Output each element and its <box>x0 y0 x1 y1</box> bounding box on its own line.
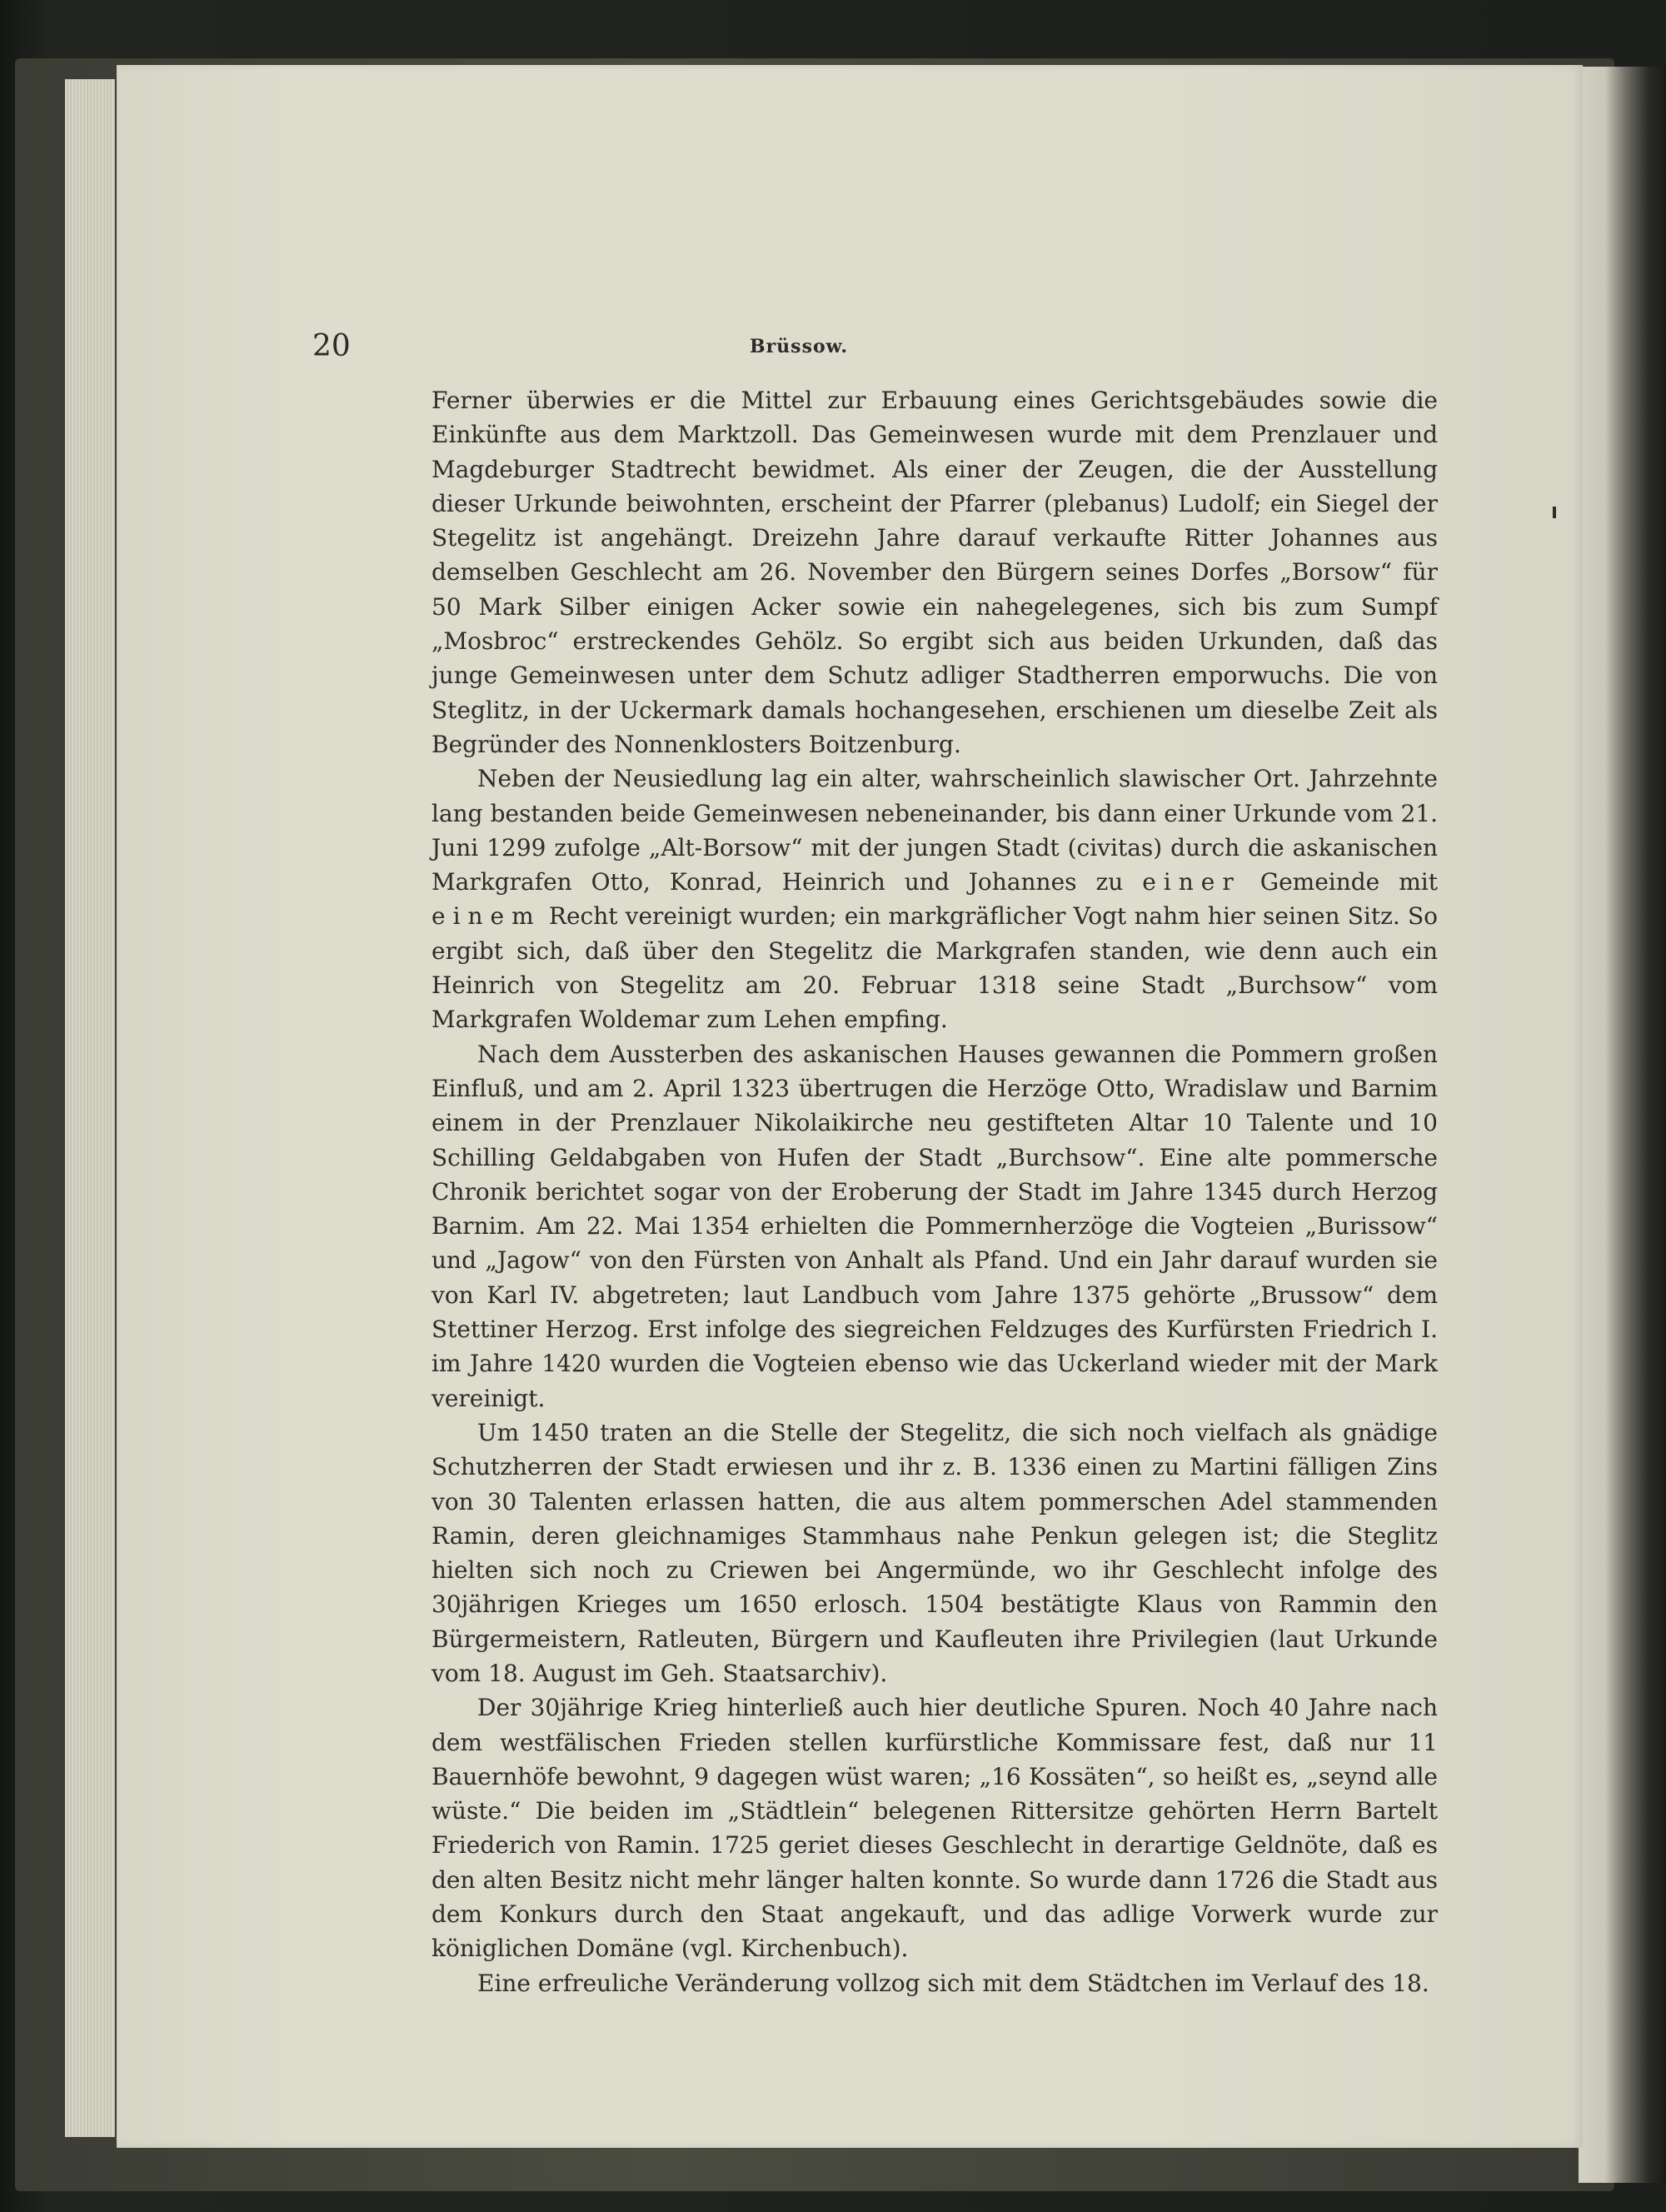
body-text <box>431 383 1438 2000</box>
text-run: Eine erfreuliche Veränderung vollzog sich mit dem Städtchen im Verlauf des 18. <box>477 1969 1429 1997</box>
text-run: Nach dem Aussterben des askanischen Hauses gewannen die Pommern großen Einfluß, und am 2. April 1323 übertrugen die Herzöge Otto, Wradislaw und Barnim einem in der Prenzlauer Nikolaikirche neu gestifteten Altar 10 Talente und 10 Schilling Geldabgaben von Hufen der Stadt „Burchsow“. Eine alte pommersche Chronik berichtet sogar von der Eroberung der Stadt im Jahre 1345 durch Herzog Barnim. Am 22. Mai 1354 erhielten die Pommernherzöge die Vogteien „Burissow“ und „Jagow“ von den Fürsten von Anhalt als Pfand. Und ein Jahr darauf wurden sie von Karl IV. abgetreten; laut Landbuch vom Jahre 1375 gehörte „Brussow“ dem Stettiner Herzog. Erst infolge des siegreichen Feldzuges des Kurfürsten Friedrich I. im Jahre 1420 wurden die Vogteien ebenso wie das Uckerland wieder mit der Mark vereinigt. <box>431 1040 1438 1412</box>
text-run: Recht vereinigt wurden; ein markgräflicher Vogt nahm hier seinen Sitz. So ergibt sich, daß über den Stegelitz die Markgrafen standen, wie denn auch ein Heinrich von Stegelitz am 20. Februar 1318 seine Stadt „Burchsow“ vom Markgrafen Woldemar zum Lehen empfing. <box>431 902 1438 1034</box>
text-run: Ferner überwies er die Mittel zur Erbauung eines Gerichtsgebäudes sowie die Einkünfte aus dem Marktzoll. Das Gemeinwesen wurde mit dem Prenzlauer und Magdeburger Stadtrecht bewidmet. Als einer der Zeugen, die der Ausstellung dieser Urkunde beiwohnten, erscheint der Pfarrer (plebanus) Ludolf; ein Siegel der Stegelitz ist angehängt. Dreizehn Jahre darauf verkaufte Ritter Johannes aus demselben Geschlecht am 26. November den Bürgern seines Dorfes „Borsow“ für 50 Mark Silber einigen Acker sowie ein nahegelegenes, sich bis zum Sumpf „Mosbroc“ erstreckendes Gehölz. So ergibt sich aus beiden Urkunden, daß das junge Gemeinwesen unter dem Schutz adliger Stadtherren emporwuchs. Die von Steglitz, in der Uckermark damals hochangesehen, erschienen um dieselbe Zeit als Begründer des Nonnenklosters Boitzenburg. <box>431 387 1438 758</box>
emphasized-word: einem <box>431 902 541 931</box>
paragraph <box>431 1966 1438 2000</box>
right-page-edge <box>1579 67 1666 2183</box>
text-run: Um 1450 traten an die Stelle der Stegelitz, die sich noch vielfach als gnädige Schutzherren der Stadt erwiesen und ihr z. B. 1336 einen zu Martini fälligen Zins von 30 Talenten erlassen hatten, die aus altem pommerschen Adel stammenden Ramin, deren gleichnamiges Stammhaus nahe Penkun gelegen ist; die Steglitz hielten sich noch zu Criewen bei Angermünde, wo ihr Geschlecht infolge des 30jährigen Krieges um 1650 erlosch. 1504 bestätigte Klaus von Rammin den Bürgermeistern, Ratleuten, Bürgern und Kaufleuten ihre Privilegien (laut Urkunde vom 18. August im Geh. Staatsarchiv). <box>431 1418 1438 1687</box>
margin-mark <box>1553 507 1556 518</box>
page-header <box>312 329 1420 371</box>
text-run: Gemeinde mit <box>1240 868 1438 896</box>
emphasized-word: einer <box>1142 868 1241 896</box>
paragraph <box>431 1037 1438 1416</box>
paragraph <box>431 383 1438 761</box>
text-run: Neben der Neusiedlung lag ein alter, wahrscheinlich slawischer Ort. Jahrzehnte lang bestanden beide Gemeinwesen nebeneinander, bis dann einer Urkunde vom 21. Juni 1299 zufolge „Alt-Borsow“ mit der jungen Stadt (civitas) durch die askanischen Markgrafen Otto, Konrad, Heinrich und Johannes zu <box>431 765 1438 896</box>
paragraph <box>431 761 1438 1036</box>
paragraph <box>431 1416 1438 1690</box>
running-head: Brüssow. <box>750 336 849 357</box>
paragraph <box>431 1690 1438 1965</box>
page-number: 20 <box>312 329 351 363</box>
page-edges <box>65 79 115 2137</box>
text-run: Der 30jährige Krieg hinterließ auch hier deutliche Spuren. Noch 40 Jahre nach dem westfälischen Frieden stellen kurfürstliche Kommissare fest, daß nur 11 Bauernhöfe bewohnt, 9 dagegen wüst waren; „16 Kossäten“, so heißt es, „seynd alle wüste.“ Die beiden im „Städtlein“ belegenen Rittersitze gehörten Herrn Bartelt Friederich von Ramin. 1725 geriet dieses Geschlecht in derartige Geldnöte, daß es den alten Besitz nicht mehr länger halten konnte. So wurde dann 1726 die Stadt aus dem Konkurs durch den Staat angekauft, und das adlige Vorwerk wurde zur königlichen Domäne (vgl. Kirchenbuch). <box>431 1694 1438 1963</box>
